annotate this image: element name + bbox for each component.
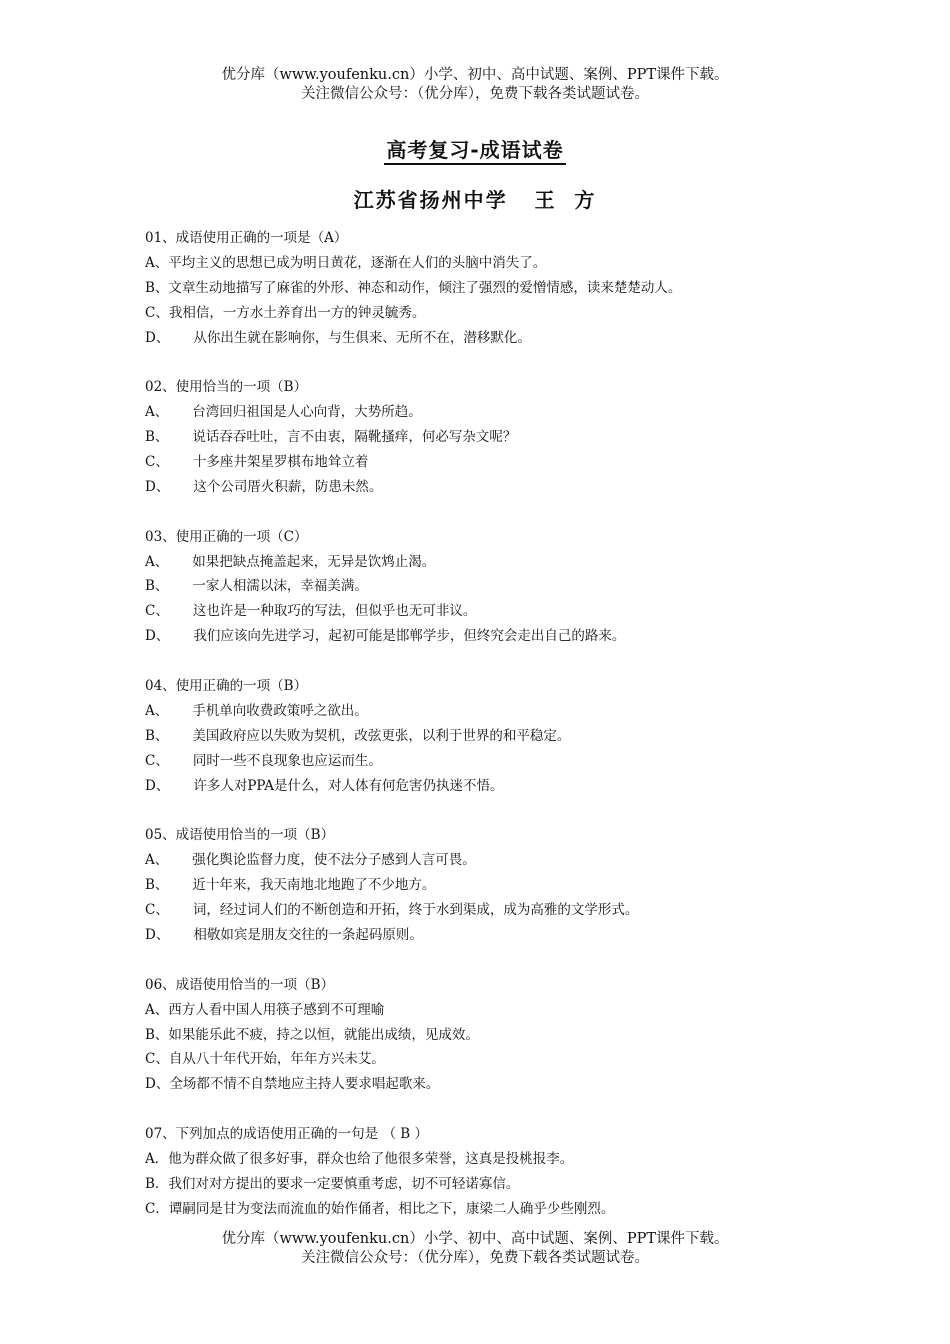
option-text: 相敬如宾是朋友交往的一条起码原则。 (193, 926, 423, 943)
option-text: 自从八十年代开始，年年方兴未艾。 (168, 1051, 385, 1068)
answer-option (145, 1023, 825, 1048)
option-text: 文章生动地描写了麻雀的外形、神态和动作，倾注了强烈的爱憎情感，读来楚楚动人。 (168, 279, 682, 296)
option-label: A． (145, 1150, 169, 1167)
answer-option (145, 1172, 825, 1197)
header-line-1: 优分库（www.youfenku.cn）小学、初中、高中试题、案例、PPT课件下载。 (221, 67, 729, 83)
option-label: A、 (145, 553, 169, 570)
option-label: A、 (145, 254, 169, 271)
answer-option (145, 276, 825, 301)
header-line-2: 关注微信公众号：（优分库），免费下载各类试题试卷。 (301, 86, 649, 102)
question-block (145, 973, 825, 1097)
option-text: 近十年来，我天南地北地跑了不少地方。 (192, 877, 436, 894)
answer-option (145, 574, 825, 599)
header-banner (0, 66, 950, 104)
question-block (145, 1122, 825, 1222)
option-label: B、 (145, 727, 169, 744)
answer-option (145, 998, 825, 1023)
answer-option (145, 1147, 825, 1172)
answer-option (145, 699, 825, 724)
footer-line-2: 关注微信公众号：（优分库），免费下载各类试题试卷。 (301, 1250, 649, 1266)
option-text: 平均主义的思想已成为明日黄花，逐渐在人们的头脑中消失了。 (168, 254, 547, 271)
question-block (145, 525, 825, 649)
question-stem: 04、使用正确的一项（B） (145, 678, 308, 695)
option-text: 如果把缺点掩盖起来，无异是饮鸩止渴。 (192, 553, 436, 570)
option-text: 这个公司厝火积薪，防患未然。 (193, 478, 383, 495)
option-label: D、 (145, 478, 170, 495)
question-block (145, 823, 825, 947)
question-stem: 03、使用正确的一项（C） (145, 528, 308, 545)
question-stem: 02、使用恰当的一项（B） (145, 379, 308, 396)
answer-option (145, 400, 825, 425)
option-label: B、 (145, 578, 169, 595)
option-label: D、 (145, 628, 170, 645)
option-text: 同时一些不良现象也应运而生。 (192, 752, 382, 769)
option-label: A、 (145, 1001, 169, 1018)
question-stem: 06、成语使用恰当的一项（B） (145, 976, 335, 993)
option-text: 如果能乐此不疲，持之以恒，就能出成绩，见成效。 (168, 1026, 479, 1043)
option-text: 我相信，一方水土养育出一方的钟灵毓秀。 (168, 304, 426, 321)
footer-banner (0, 1230, 950, 1268)
option-label: B． (145, 1175, 169, 1192)
option-text: 从你出生就在影响你，与生俱来、无所不在，潜移默化。 (193, 329, 531, 346)
option-label: B、 (145, 1026, 169, 1043)
option-text: 谭嗣同是甘为变法而流血的始作俑者，相比之下，康梁二人确乎少些刚烈。 (168, 1200, 615, 1217)
option-text: 他为群众做了很多好事，群众也给了他很多荣誉，这真是投桃报李。 (168, 1150, 574, 1167)
option-label: D、 (145, 329, 170, 346)
answer-option (145, 873, 825, 898)
option-label: B、 (145, 877, 169, 894)
answer-option (145, 923, 825, 948)
answer-option (145, 749, 825, 774)
answer-option (145, 724, 825, 749)
question-stem: 07、下列加点的成语使用正确的一句是 （ B ） (145, 1126, 428, 1143)
option-text: 手机单向收费政策呼之欲出。 (192, 702, 368, 719)
option-label: B、 (145, 429, 169, 446)
option-label: C、 (145, 1051, 169, 1068)
option-label: C、 (145, 752, 169, 769)
document-title-text: 高考复习-成语试卷 (384, 138, 565, 165)
answer-option (145, 898, 825, 923)
answer-option (145, 450, 825, 475)
option-label: D、 (145, 1076, 170, 1093)
question-block (145, 226, 825, 350)
option-text: 台湾回归祖国是人心向背，大势所趋。 (192, 404, 422, 421)
answer-option (145, 774, 825, 799)
answer-option (145, 251, 825, 276)
option-text: 一家人相濡以沫，幸福美满。 (192, 578, 368, 595)
option-label: C、 (145, 304, 169, 321)
option-text: 我们对对方提出的要求一定要慎重考虑，切不可轻诺寡信。 (168, 1175, 520, 1192)
question-stem: 05、成语使用恰当的一项（B） (145, 827, 335, 844)
option-text: 西方人看中国人用筷子感到不可理喻 (168, 1001, 385, 1018)
option-label: A、 (145, 702, 169, 719)
option-label: C． (145, 1200, 169, 1217)
option-label: A、 (145, 852, 169, 869)
option-text: 强化舆论监督力度，使不法分子感到人言可畏。 (192, 852, 476, 869)
option-text: 美国政府应以失败为契机，改弦更张，以利于世界的和平稳定。 (192, 727, 571, 744)
question-stem: 01、成语使用正确的一项是（A） (145, 230, 348, 246)
answer-option (145, 475, 825, 500)
answer-option (145, 1197, 825, 1222)
option-label: C、 (145, 902, 169, 919)
option-text: 我们应该向先进学习，起初可能是邯郸学步，但终究会走出自己的路来。 (193, 628, 626, 645)
answer-option (145, 301, 825, 326)
question-list (145, 226, 825, 1222)
footer-line-1: 优分库（www.youfenku.cn）小学、初中、高中试题、案例、PPT课件下载。 (221, 1231, 729, 1247)
option-label: C、 (145, 454, 169, 471)
option-text: 十多座井架星罗棋布地耸立着 (192, 454, 369, 471)
document-author: 江苏省扬州中学 王 方 (353, 188, 597, 212)
answer-option (145, 1072, 825, 1097)
answer-option (145, 1047, 825, 1072)
answer-option (145, 425, 825, 450)
option-label: D、 (145, 926, 170, 943)
option-label: A、 (145, 404, 169, 421)
answer-option (145, 326, 825, 351)
question-block (145, 674, 825, 798)
option-label: C、 (145, 603, 169, 620)
answer-option (145, 550, 825, 575)
option-text: 全场都不情不自禁地应主持人要求唱起歌来。 (169, 1076, 440, 1093)
option-text: 这也许是一种取巧的写法，但似乎也无可非议。 (192, 603, 477, 620)
question-block (145, 375, 825, 499)
option-text: 说话吞吞吐吐，言不由衷，隔靴搔痒，何必写杂文呢？ (192, 429, 517, 446)
option-label: B、 (145, 279, 169, 296)
option-text: 许多人对PPA是什么，对人体有何危害仍执迷不悟。 (193, 777, 504, 794)
option-label: D、 (145, 777, 170, 794)
answer-option (145, 624, 825, 649)
answer-option (145, 599, 825, 624)
option-text: 词，经过词人们的不断创造和开拓，终于水到渠成，成为高雅的文学形式。 (192, 902, 639, 919)
document-title (0, 136, 950, 164)
answer-option (145, 848, 825, 873)
